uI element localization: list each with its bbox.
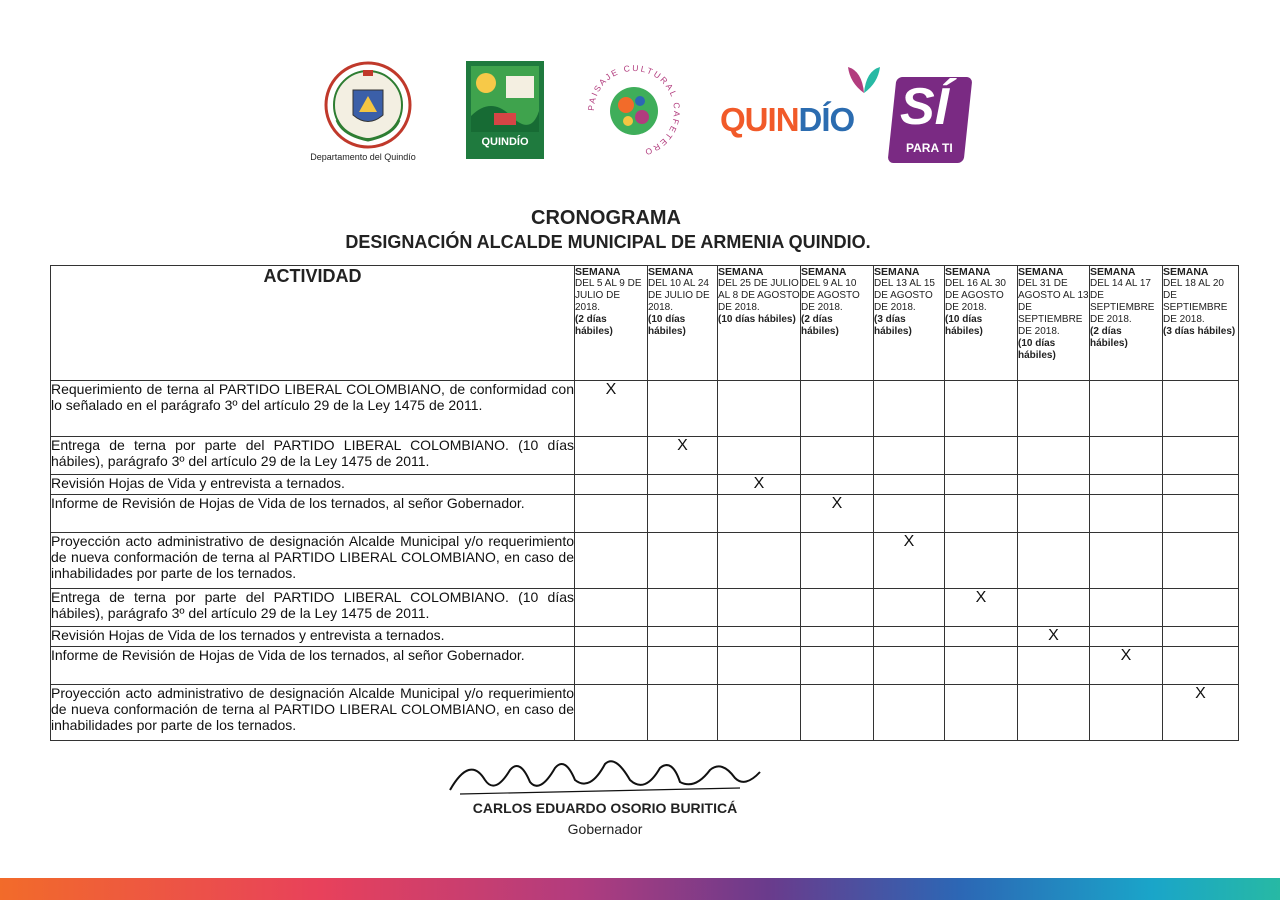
schedule-mark-cell <box>1090 437 1163 475</box>
schedule-mark-cell <box>1018 685 1090 741</box>
activity-cell: Revisión Hojas de Vida y entrevista a ternados. <box>51 475 575 495</box>
table-header-row <box>51 266 1239 381</box>
si-text: SÍ <box>900 78 950 136</box>
week-header-8 <box>1090 266 1163 381</box>
schedule-table <box>50 265 1239 741</box>
schedule-mark-cell <box>648 647 718 685</box>
schedule-mark-cell <box>1018 475 1090 495</box>
schedule-mark-cell <box>874 647 945 685</box>
quindio-si-wordmark <box>720 101 854 139</box>
table-row <box>51 437 1239 475</box>
week-header-1 <box>575 266 648 381</box>
signatory-name: CARLOS EDUARDO OSORIO BURITICÁ <box>472 800 738 816</box>
schedule-mark-cell: X <box>874 533 945 589</box>
governor-signature <box>440 750 770 800</box>
schedule-mark-cell <box>874 475 945 495</box>
schedule-mark-cell <box>801 685 874 741</box>
week-days: (10 días hábiles) <box>945 314 983 337</box>
schedule-mark-cell <box>575 589 648 627</box>
week-label: SEMANA <box>801 266 847 278</box>
schedule-mark-cell <box>945 647 1018 685</box>
quindio-logo-text: QUINDÍO <box>481 136 529 148</box>
table-row <box>51 647 1239 685</box>
schedule-mark-cell <box>801 627 874 647</box>
schedule-mark-cell: X <box>1090 647 1163 685</box>
week-days: (10 días hábiles) <box>1018 338 1056 361</box>
week-days: (10 días hábiles) <box>648 314 686 337</box>
schedule-mark-cell <box>648 533 718 589</box>
department-caption: Departamento del Quindío <box>310 152 416 162</box>
schedule-mark-cell <box>874 437 945 475</box>
schedule-mark-cell <box>1163 475 1239 495</box>
activity-header: ACTIVIDAD <box>51 266 575 381</box>
schedule-mark-cell <box>575 685 648 741</box>
schedule-mark-cell <box>945 437 1018 475</box>
week-range: DEL 13 AL 15 DE AGOSTO DE 2018. <box>874 278 935 313</box>
schedule-mark-cell <box>945 495 1018 533</box>
footer-color-bar <box>0 878 1280 900</box>
schedule-mark-cell <box>874 685 945 741</box>
schedule-mark-cell <box>1018 437 1090 475</box>
week-label: SEMANA <box>648 266 694 278</box>
schedule-mark-cell <box>718 685 801 741</box>
week-header-3 <box>718 266 801 381</box>
schedule-mark-cell <box>648 627 718 647</box>
schedule-mark-cell <box>801 647 874 685</box>
schedule-mark-cell <box>718 495 801 533</box>
week-range: DEL 25 DE JULIO AL 8 DE AGOSTO DE 2018. <box>718 278 800 313</box>
table-row <box>51 627 1239 647</box>
table-body <box>51 381 1239 741</box>
week-label: SEMANA <box>1163 266 1209 278</box>
table-row <box>51 475 1239 495</box>
schedule-mark-cell <box>1090 381 1163 437</box>
week-range: DEL 10 AL 24 DE JULIO DE 2018. <box>648 278 710 313</box>
activity-cell: Informe de Revisión de Hojas de Vida de los ternados, al señor Gobernador. <box>51 495 575 533</box>
table-row <box>51 381 1239 437</box>
activity-cell: Entrega de terna por parte del PARTIDO LIBERAL COLOMBIANO. (10 días hábiles), parágrafo 3º del artículo 29 de la Ley 1475 de 2011. <box>51 589 575 627</box>
schedule-mark-cell <box>648 685 718 741</box>
header-logos <box>0 55 1280 165</box>
schedule-mark-cell <box>1163 533 1239 589</box>
week-range: DEL 5 AL 9 DE JULIO DE 2018. <box>575 278 642 313</box>
schedule-mark-cell <box>575 475 648 495</box>
week-days: (2 días hábiles) <box>575 314 613 337</box>
activity-cell: Requerimiento de terna al PARTIDO LIBERAL COLOMBIANO, de conformidad con lo señalado en el parágrafo 3º del artículo 29 de la Ley 1475 de 2011. <box>51 381 575 437</box>
schedule-mark-cell <box>874 495 945 533</box>
coffee-landscape-icon <box>582 59 686 163</box>
schedule-mark-cell: X <box>718 475 801 495</box>
schedule-mark-cell <box>801 533 874 589</box>
schedule-mark-cell <box>575 647 648 685</box>
schedule-mark-cell <box>1018 495 1090 533</box>
schedule-mark-cell <box>874 589 945 627</box>
page-title: CRONOGRAMA <box>531 207 681 229</box>
schedule-mark-cell <box>1018 533 1090 589</box>
table-row <box>51 589 1239 627</box>
week-label: SEMANA <box>945 266 991 278</box>
schedule-mark-cell <box>575 533 648 589</box>
week-days: (3 días hábiles) <box>1163 326 1236 337</box>
week-header-5 <box>874 266 945 381</box>
seal-icon <box>323 60 413 150</box>
week-header-9 <box>1163 266 1239 381</box>
schedule-mark-cell <box>945 381 1018 437</box>
schedule-mark-cell <box>945 475 1018 495</box>
schedule-mark-cell <box>1163 627 1239 647</box>
week-range: DEL 18 AL 20 DE SEPTIEMBRE DE 2018. <box>1163 278 1228 325</box>
week-range: DEL 14 AL 17 DE SEPTIEMBRE DE 2018. <box>1090 278 1155 325</box>
week-header-6 <box>945 266 1018 381</box>
week-days: (2 días hábiles) <box>801 314 839 337</box>
schedule-mark-cell <box>1090 495 1163 533</box>
schedule-mark-cell <box>874 381 945 437</box>
schedule-mark-cell: X <box>945 589 1018 627</box>
schedule-mark-cell <box>1090 475 1163 495</box>
week-range: DEL 16 AL 30 DE AGOSTO DE 2018. <box>945 278 1006 313</box>
page-subtitle: DESIGNACIÓN ALCALDE MUNICIPAL DE ARMENIA QUINDIO. <box>345 232 871 252</box>
schedule-mark-cell <box>1018 381 1090 437</box>
week-days: (3 días hábiles) <box>874 314 912 337</box>
schedule-mark-cell <box>575 627 648 647</box>
schedule-mark-cell <box>1090 627 1163 647</box>
schedule-mark-cell <box>1018 589 1090 627</box>
week-days: (10 días hábiles) <box>718 314 796 325</box>
schedule-mark-cell <box>648 381 718 437</box>
week-label: SEMANA <box>874 266 920 278</box>
schedule-mark-cell <box>874 627 945 647</box>
schedule-mark-cell <box>718 627 801 647</box>
schedule-mark-cell <box>718 647 801 685</box>
activity-cell: Revisión Hojas de Vida de los ternados y entrevista a ternados. <box>51 627 575 647</box>
schedule-mark-cell <box>945 685 1018 741</box>
schedule-mark-cell <box>1163 437 1239 475</box>
activity-cell: Proyección acto administrativo de designación Alcalde Municipal y/o requerimiento de nueva conformación de terna al PARTIDO LIBERAL COLOMBIANO, en caso de inhabilidades por parte de los ternados. <box>51 533 575 589</box>
para-ti-text: PARA TI <box>906 141 953 155</box>
week-header-2 <box>648 266 718 381</box>
schedule-mark-cell: X <box>801 495 874 533</box>
schedule-mark-cell <box>718 533 801 589</box>
schedule-mark-cell <box>648 475 718 495</box>
schedule-mark-cell <box>718 381 801 437</box>
schedule-mark-cell: X <box>1163 685 1239 741</box>
quindio-wordmark-text: QUINDÍO <box>720 101 855 138</box>
schedule-mark-cell <box>718 589 801 627</box>
schedule-mark-cell <box>1163 495 1239 533</box>
schedule-mark-cell: X <box>575 381 648 437</box>
schedule-mark-cell <box>801 381 874 437</box>
schedule-mark-cell <box>648 589 718 627</box>
schedule-mark-cell <box>575 495 648 533</box>
signatory-role: Gobernador <box>567 821 643 837</box>
week-header-7 <box>1018 266 1090 381</box>
paisaje-cultural-logo <box>582 59 686 163</box>
schedule-mark-cell <box>1090 589 1163 627</box>
schedule-mark-cell <box>801 589 874 627</box>
week-label: SEMANA <box>575 266 621 278</box>
schedule-mark-cell <box>1163 647 1239 685</box>
schedule-mark-cell <box>1163 589 1239 627</box>
schedule-mark-cell <box>1163 381 1239 437</box>
schedule-mark-cell: X <box>1018 627 1090 647</box>
activity-cell: Entrega de terna por parte del PARTIDO LIBERAL COLOMBIANO. (10 días hábiles), parágrafo 3º del artículo 29 de la Ley 1475 de 2011. <box>51 437 575 475</box>
week-label: SEMANA <box>1090 266 1136 278</box>
table-row <box>51 685 1239 741</box>
table-row <box>51 495 1239 533</box>
schedule-mark-cell: X <box>648 437 718 475</box>
butterfly-icon <box>844 63 884 95</box>
schedule-mark-cell <box>945 533 1018 589</box>
quindio-si-para-ti-logo <box>720 63 970 159</box>
schedule-mark-cell <box>801 475 874 495</box>
week-label: SEMANA <box>718 266 764 278</box>
schedule-mark-cell <box>1090 533 1163 589</box>
schedule-mark-cell <box>945 627 1018 647</box>
quindio-logo <box>466 61 544 159</box>
schedule-mark-cell <box>718 437 801 475</box>
week-header-4 <box>801 266 874 381</box>
activity-cell: Informe de Revisión de Hojas de Vida de los ternados, al señor Gobernador. <box>51 647 575 685</box>
schedule-mark-cell <box>1090 685 1163 741</box>
week-range: DEL 9 AL 10 DE AGOSTO DE 2018. <box>801 278 860 313</box>
week-days: (2 días hábiles) <box>1090 326 1128 349</box>
week-label: SEMANA <box>1018 266 1064 278</box>
quindio-emblem-icon <box>466 61 544 159</box>
schedule-mark-cell <box>1018 647 1090 685</box>
schedule-mark-cell <box>801 437 874 475</box>
department-seal-logo <box>310 60 418 168</box>
schedule-mark-cell <box>575 437 648 475</box>
schedule-mark-cell <box>648 495 718 533</box>
week-range: DEL 31 DE AGOSTO AL 13 DE SEPTIEMBRE DE 2018. <box>1018 278 1089 337</box>
activity-cell: Proyección acto administrativo de designación Alcalde Municipal y/o requerimiento de nueva conformación de terna al PARTIDO LIBERAL COLOMBIANO, en caso de inhabilidades por parte de los ternados. <box>51 685 575 741</box>
paisaje-text: PAISAJE CULTURAL CAFETERO <box>585 62 683 158</box>
table-row <box>51 533 1239 589</box>
